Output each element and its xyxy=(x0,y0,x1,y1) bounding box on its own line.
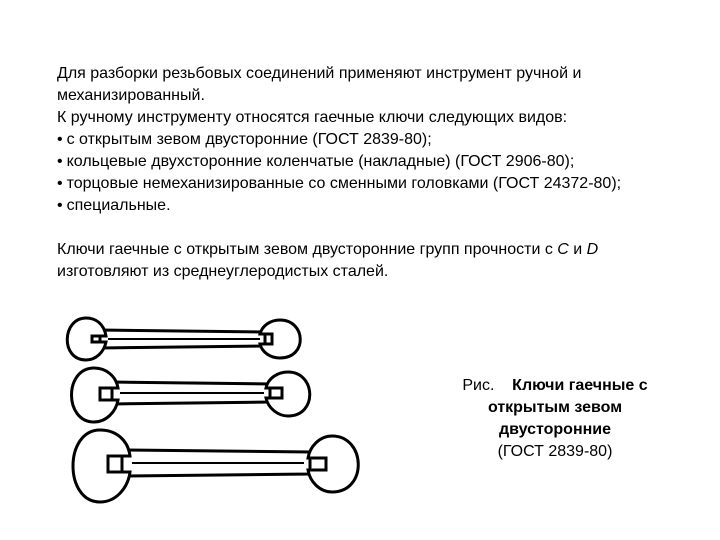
list-item-text: кольцевые двухсторонние коленчатые (накладные) (ГОСТ 2906-80); xyxy=(66,153,575,170)
bullet-icon: • xyxy=(57,197,63,214)
figure-caption xyxy=(440,375,670,463)
list-item xyxy=(57,151,687,173)
bullet-icon: • xyxy=(57,131,63,148)
strength-group-d: D xyxy=(586,241,599,258)
list-item-text: специальные. xyxy=(66,197,171,214)
list-item-text: торцовые немеханизированные со сменными головками (ГОСТ 24372-80); xyxy=(66,175,622,192)
strength-group-c: С xyxy=(557,241,569,258)
bullet-icon: • xyxy=(57,153,63,170)
materials-paragraph: Ключи гаечные с открытым зевом двусторонние групп прочности с С и D изготовляют из среднеуглеродистых сталей. xyxy=(57,241,599,280)
wrench-large xyxy=(73,430,358,502)
caption-prefix: Рис. xyxy=(462,377,495,394)
list-item-text: с открытым зевом двусторонние (ГОСТ 2839-80); xyxy=(66,131,432,148)
bullet-icon: • xyxy=(57,175,63,192)
intro-list-heading: К ручному инструменту относятся гаечные ключи следующих видов: xyxy=(57,109,568,126)
wrenches-illustration xyxy=(60,312,410,512)
caption-standard: (ГОСТ 2839-80) xyxy=(497,443,613,460)
wrench-small xyxy=(67,318,300,360)
list-item xyxy=(57,129,687,151)
list-item xyxy=(57,173,687,195)
wrench-medium xyxy=(72,368,310,422)
intro-paragraph: Для разборки резьбовых соединений применяют инструмент ручной и механизированный. xyxy=(57,65,582,104)
caption-title: Ключи гаечные с открытым зевом двусторонние xyxy=(487,377,648,438)
main-text xyxy=(57,63,687,283)
list-item xyxy=(57,195,687,217)
